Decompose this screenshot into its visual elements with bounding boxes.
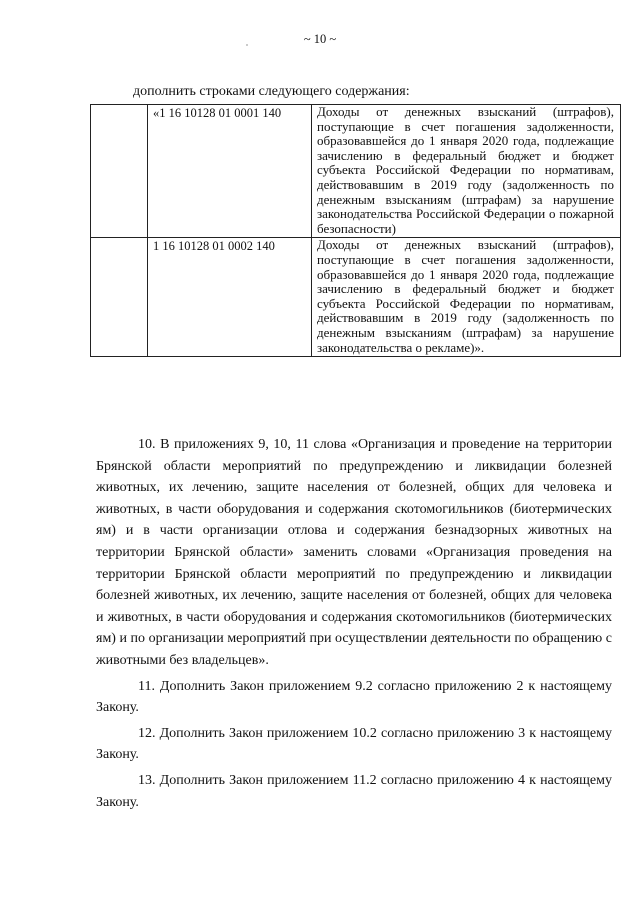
description-cell: Доходы от денежных взысканий (штрафов), поступающие в счет погашения задолженности, образовавшейся до 1 января 2020 года, подлежащие зачислению в федеральный бюджет и бюджет субъекта Российской Федерации по нормативам, действовавшим в 2019 году (задолженность по денежным взысканиям (штрафам) за нарушение законодательства о рекламе)».	[312, 238, 621, 357]
description-cell: Доходы от денежных взысканий (штрафов), поступающие в счет погашения задолженности, образовавшейся до 1 января 2020 года, подлежащие зачислению в федеральный бюджет и бюджет субъекта Российской Федерации по нормативам, действовавшим в 2019 году (задолженность по денежным взысканиям (штрафам) за нарушение законодательства Российской Федерации о пожарной безопасности)	[312, 105, 621, 238]
code-cell: 1 16 10128 01 0002 140	[148, 238, 312, 357]
code-cell: «1 16 10128 01 0001 140	[148, 105, 312, 238]
paragraph-11: 11. Дополнить Закон приложением 9.2 согласно приложению 2 к настоящему Закону.	[96, 678, 612, 716]
intro-line: дополнить строками следующего содержания:	[133, 84, 410, 99]
document-body	[96, 434, 612, 813]
scan-speck	[246, 44, 248, 46]
paragraph-13: 13. Дополнить Закон приложением 11.2 согласно приложению 4 к настоящему Закону.	[96, 772, 612, 810]
empty-cell	[91, 105, 148, 238]
table-row	[91, 105, 621, 238]
page-number: ~ 10 ~	[303, 32, 337, 46]
table-row	[91, 238, 621, 357]
paragraph-12: 12. Дополнить Закон приложением 10.2 согласно приложению 3 к настоящему Закону.	[96, 725, 612, 763]
budget-codes-table	[90, 104, 621, 357]
empty-cell	[91, 238, 148, 357]
paragraph-10: 10. В приложениях 9, 10, 11 слова «Организация и проведение на территории Брянской области мероприятий по предупреждению и ликвидации болезней животных, их лечению, защите населения от болезней, общих для человека и животных, в части оборудования и содержания скотомогильников (биотермических ям) и в части организации отлова и содержания безнадзорных животных на территории Брянской области» заменить словами «Организация проведения на территории Брянской области мероприятий по предупреждению и ликвидации болезней животных, их лечению, защите населения от болезней, общих для человека и животных, в части оборудования и содержания скотомогильников (биотермических ям) и по организации мероприятий при осуществлении деятельности по обращению с животными без владельцев».	[96, 437, 612, 668]
